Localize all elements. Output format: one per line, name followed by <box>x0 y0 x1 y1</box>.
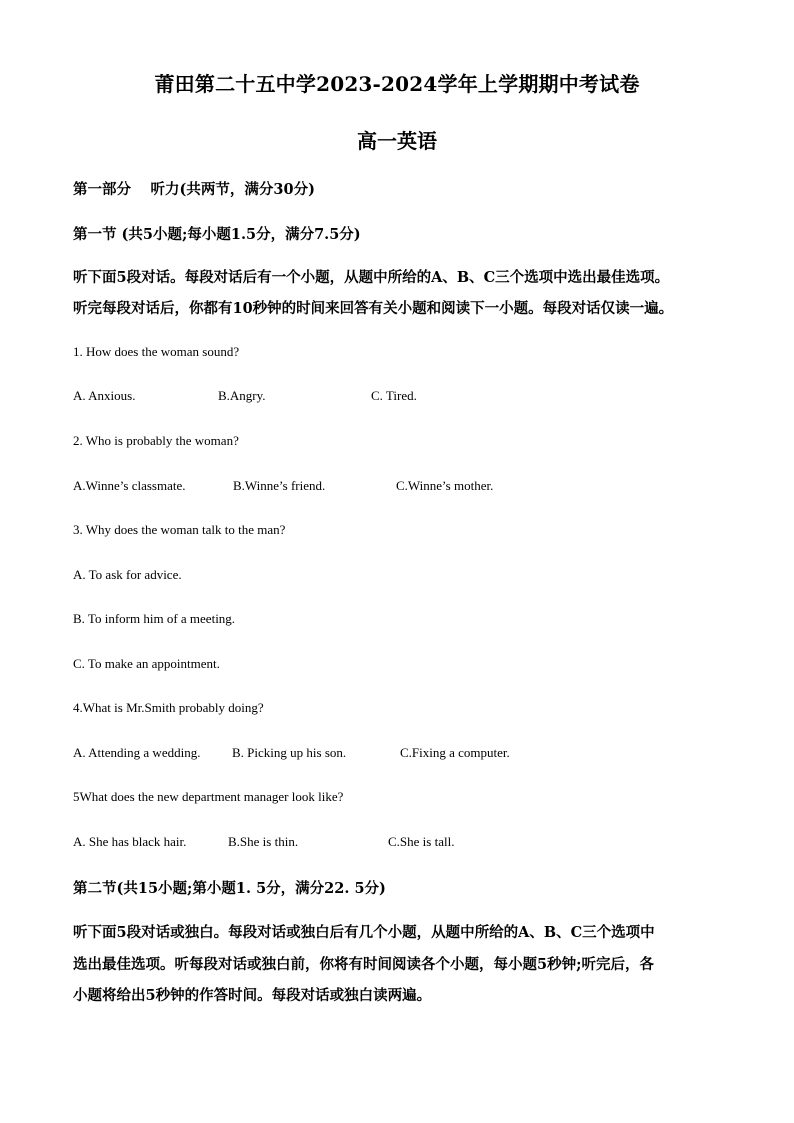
question-option: A. Attending a wedding. <box>73 745 201 760</box>
question-option: C. To make an appointment. <box>73 656 220 671</box>
section2-instruction-line: 小题将给出5秒钟的作答时间。每段对话或独白读两遍。 <box>73 987 432 1004</box>
section1-heading: 第一节 (共5小题;每小题1.5分，满分7.5分) <box>73 226 361 243</box>
question-option: A. She has black hair. <box>73 834 187 849</box>
question-option: C. Tired. <box>371 388 417 403</box>
question-option: A. Anxious. <box>73 388 136 403</box>
question-option: A. To ask for advice. <box>73 567 182 582</box>
question-stem: 4.What is Mr.Smith probably doing? <box>73 700 264 715</box>
question-option: B. Picking up his son. <box>232 745 347 760</box>
question-option: C.Winne’s mother. <box>396 478 494 493</box>
section2-instruction-line: 听下面5段对话或独白。每段对话或独白后有几个小题，从题中所给的A、B、C三个选项中 <box>73 924 655 941</box>
section2-instruction-line: 选出最佳选项。听每段对话或独白前，你将有时间阅读各个小题，每小题5秒钟;听完后，各 <box>73 956 654 973</box>
exam-title: 莆田第二十五中学2023-2024学年上学期期中考试卷 <box>154 72 640 96</box>
question-stem: 2. Who is probably the woman? <box>73 433 239 448</box>
question-option: C.She is tall. <box>388 834 455 849</box>
question-option: C.Fixing a computer. <box>400 745 510 760</box>
question-stem: 3. Why does the woman talk to the man? <box>73 522 286 537</box>
question-option: B. To inform him of a meeting. <box>73 611 236 626</box>
question-stem: 1. How does the woman sound? <box>73 344 240 359</box>
section1-instruction-line: 听下面5段对话。每段对话后有一个小题，从题中所给的A、B、C三个选项中选出最佳选项。 <box>73 269 670 286</box>
question-stem: 5What does the new department manager look like? <box>73 789 344 804</box>
section2-heading: 第二节(共15小题;第小题1. 5分，满分22. 5分) <box>73 880 386 897</box>
part1-heading: 第一部分 听力(共两节，满分30分) <box>73 181 315 198</box>
exam-subject: 高一英语 <box>357 129 437 153</box>
question-option: B.She is thin. <box>228 834 299 849</box>
section1-instruction-line: 听完每段对话后，你都有10秒钟的时间来回答有关小题和阅读下一小题。每段对话仅读一遍。 <box>73 300 674 317</box>
question-option: B.Winne’s friend. <box>233 478 326 493</box>
question-option: B.Angry. <box>218 388 266 403</box>
question-option: A.Winne’s classmate. <box>73 478 186 493</box>
